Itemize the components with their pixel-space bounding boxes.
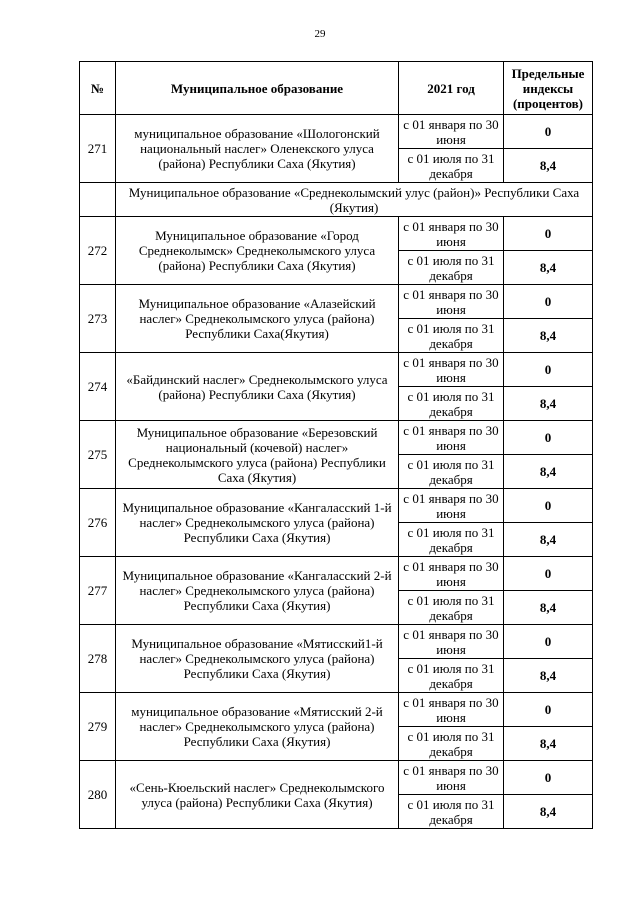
index-second-half: 8,4 [504,591,593,625]
period-first-half: с 01 января по 30 июня [399,625,504,659]
period-first-half: с 01 января по 30 июня [399,693,504,727]
index-first-half: 0 [504,217,593,251]
row-municipality-name: муниципальное образование «Мятисский 2-й наслег» Среднеколымского улуса (района) Республики Саха (Якутия) [116,693,399,761]
row-number: 280 [80,761,116,829]
index-second-half: 8,4 [504,149,593,183]
region-heading-empty-cell [80,183,116,217]
row-municipality-name: Муниципальное образование «Мятисский1-й наслег» Среднеколымского улуса (района) Республики Саха (Якутия) [116,625,399,693]
page-number: 29 [314,28,326,40]
row-municipality-name: Муниципальное образование «Город Среднеколымск» Среднеколымского улуса (района) Республики Саха (Якутия) [116,217,399,285]
row-number: 274 [80,353,116,421]
index-second-half: 8,4 [504,319,593,353]
row-municipality-name: «Байдинский наслег» Среднеколымского улуса (района) Республики Саха (Якутия) [116,353,399,421]
index-first-half: 0 [504,693,593,727]
period-first-half: с 01 января по 30 июня [399,353,504,387]
row-number: 271 [80,115,116,183]
period-first-half: с 01 января по 30 июня [399,489,504,523]
index-second-half: 8,4 [504,387,593,421]
table-body [80,115,593,829]
header-year: 2021 год [399,62,504,115]
table-row [80,353,593,387]
period-first-half: с 01 января по 30 июня [399,557,504,591]
row-municipality-name: Муниципальное образование «Березовский национальный (кочевой) наслег» Среднеколымского улуса (района) Республики Саха (Якутия) [116,421,399,489]
table-row [80,217,593,251]
table-row [80,489,593,523]
index-first-half: 0 [504,625,593,659]
header-index: Предельные индексы (процентов) [504,62,593,115]
index-second-half: 8,4 [504,523,593,557]
period-first-half: с 01 января по 30 июня [399,115,504,149]
row-number: 275 [80,421,116,489]
index-second-half: 8,4 [504,455,593,489]
table-row [80,693,593,727]
period-second-half: с 01 июля по 31 декабря [399,795,504,829]
header-name: Муниципальное образование [116,62,399,115]
table-row [80,115,593,149]
period-first-half: с 01 января по 30 июня [399,761,504,795]
period-first-half: с 01 января по 30 июня [399,217,504,251]
row-number: 279 [80,693,116,761]
index-first-half: 0 [504,761,593,795]
period-second-half: с 01 июля по 31 декабря [399,319,504,353]
period-second-half: с 01 июля по 31 декабря [399,591,504,625]
index-second-half: 8,4 [504,727,593,761]
index-first-half: 0 [504,421,593,455]
period-second-half: с 01 июля по 31 декабря [399,149,504,183]
row-number: 272 [80,217,116,285]
row-number: 276 [80,489,116,557]
index-first-half: 0 [504,489,593,523]
index-first-half: 0 [504,353,593,387]
row-municipality-name: Муниципальное образование «Кангаласский 2-й наслег» Среднеколымского улуса (района) Республики Саха (Якутия) [116,557,399,625]
period-second-half: с 01 июля по 31 декабря [399,727,504,761]
table-row [80,625,593,659]
table-header-row [80,62,593,115]
row-number: 277 [80,557,116,625]
table-row [80,285,593,319]
index-first-half: 0 [504,557,593,591]
index-first-half: 0 [504,115,593,149]
period-second-half: с 01 июля по 31 декабря [399,659,504,693]
period-first-half: с 01 января по 30 июня [399,285,504,319]
period-first-half: с 01 января по 30 июня [399,421,504,455]
table-row [80,761,593,795]
row-number: 273 [80,285,116,353]
index-first-half: 0 [504,285,593,319]
region-heading: Муниципальное образование «Среднеколымский улус (район)» Республики Саха (Якутия) [116,183,593,217]
period-second-half: с 01 июля по 31 декабря [399,251,504,285]
period-second-half: с 01 июля по 31 декабря [399,455,504,489]
table-row [80,557,593,591]
period-second-half: с 01 июля по 31 декабря [399,523,504,557]
index-second-half: 8,4 [504,251,593,285]
period-second-half: с 01 июля по 31 декабря [399,387,504,421]
row-municipality-name: Муниципальное образование «Кангаласский 1-й наслег» Среднеколымского улуса (района) Республики Саха (Якутия) [116,489,399,557]
row-municipality-name: муниципальное образование «Шологонский национальный наслег» Оленекского улуса (района) Республики Саха (Якутия) [116,115,399,183]
tariff-index-table [79,61,593,829]
row-number: 278 [80,625,116,693]
index-second-half: 8,4 [504,659,593,693]
table-row [80,421,593,455]
row-municipality-name: «Сень-Кюельский наслег» Среднеколымского улуса (района) Республики Саха (Якутия) [116,761,399,829]
index-second-half: 8,4 [504,795,593,829]
header-num: № [80,62,116,115]
region-heading-row [80,183,593,217]
row-municipality-name: Муниципальное образование «Алазейский наслег» Среднеколымского улуса (района) Республики Саха(Якутия) [116,285,399,353]
